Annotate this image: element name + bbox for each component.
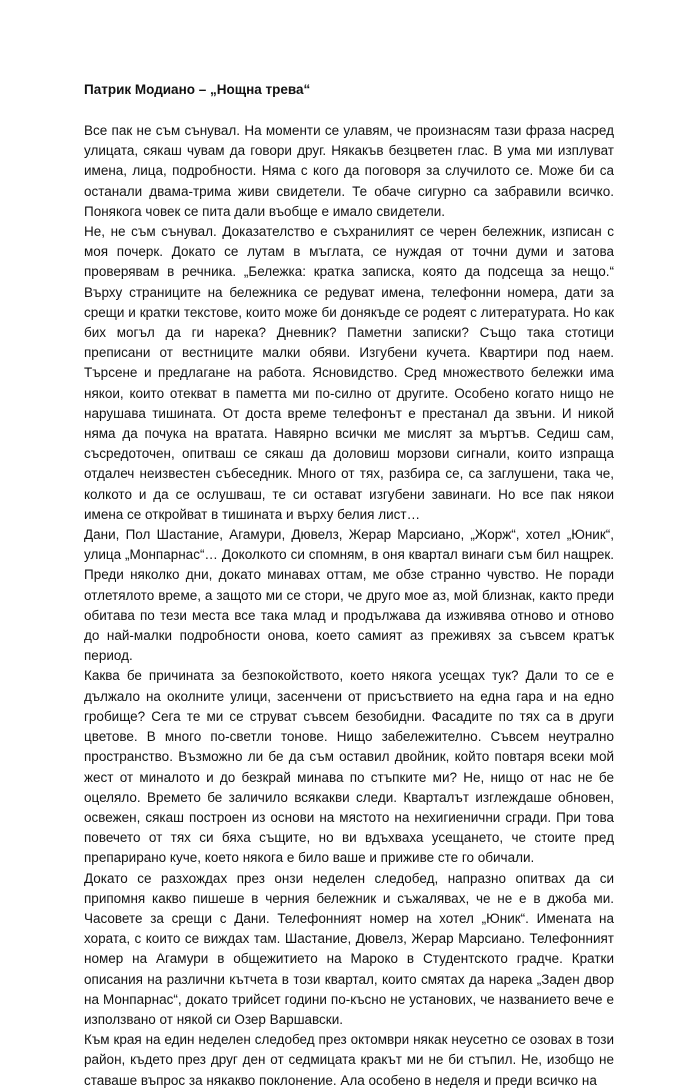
paragraph-2: Не, не съм сънувал. Доказателство е съхранилият се черен бележник, изписан с моя почерк. Докато се лутам в мъглата, се нуждая от точни думи и затова проверявам в речника. „Бележка: кратка записка, която да подсеща за нещо.“ Върху страниците на бележника се редуват имена, телефонни номера, дати за срещи и кратки текстове, които може би донякъде се родеят с литературата. Но как бих могъл да ги нарека? Дневник? Паметни записки? Също така стотици преписани от вестниците малки обяви. Изгубени кучета. Квартири под наем. Търсене и предлагане на работа. Ясновидство. Сред множеството бележки има някои, които отекват в паметта ми по-силно от другите. Особено когато нищо не нарушава тишината. От доста време телефонът е престанал да звъни. И никой няма да почука на вратата. Навярно всички ме мислят за мъртъв. Седиш сам, съсредоточен, опитваш се сякаш да доловиш морзови сигнали, които изпраща отдалеч неизвестен събеседник. Много от тях, разбира се, са заглушени, така че, колкото и да се ослушваш, те си остават изгубени завинаги. Но все пак някои имена се откройват в тишината и върху белия лист… [84,224,614,522]
paragraph-1: Все пак не съм сънувал. На моменти се улавям, че произнасям тази фраза насред улицата, сякаш чувам да говори друг. Някакъв безцветен глас. В ума ми изплуват имена, лица, подробности. Няма с кого да поговоря за случилото се. Може би са останали двама-трима живи свидетели. Те обаче сигурно са забравили всичко. Понякога човек се пита дали въобще е имало свидетели. [84,123,614,219]
paragraph-3: Дани, Пол Шастание, Агамури, Дювелз, Жерар Марсиано, „Жорж“, хотел „Юник“, улица „Монпарнас“… Доколкото си спомням, в оня квартал винаги съм бил нащрек. Преди няколко дни, докато минавах оттам, ме обзе странно чувство. Не поради отлетялото време, а защото ми се стори, че друго мое аз, мой близнак, както преди обитава по тези места все така млад и продължава да изживява отново и отново до най-малки подробности онова, което самият аз преживях за съвсем кратък период. [84,527,614,664]
document-body [84,121,614,1091]
document-title: Патрик Модиано – „Нощна трева“ [84,82,311,97]
paragraph-6: Към края на един неделен следобед през октомври някак неусетно се озовах в този район, където през друг ден от седмицата кракът ми не би стъпил. Не, изобщо не ставаше въпрос за някакво поклонение. Ала особено в неделя и преди всичко на [84,1032,614,1088]
paragraph-5: Докато се разхождах през онзи неделен следобед, напразно опитвах да си припомня какво пишеше в черния бележник и съжалявах, че не е в джоба ми. Часовете за срещи с Дани. Телефонният номер на хотел „Юник“. Имената на хората, с които се виждах там. Шастание, Дювелз, Жерар Марсиано. Телефонният номер на Агамури в общежитието на Мароко в Студентското градче. Кратки описания на различни кътчета в този квартал, които смятах да нарека „Заден двор на Монпарнас“, докато трийсет години по-късно не установих, че названието вече е използвано от някой си Озер Варшавски. [84,870,614,1027]
paragraph-4: Каква бе причината за безпокойството, което някога усещах тук? Дали то се е дължало на околните улици, засенчени от присъствието на една гара и на едно гробище? Сега те ми се струват съвсем безобидни. Фасадите по тях са в други цветове. В много по-светли тонове. Нищо забележително. Съвсем неутрално пространство. Възможно ли бе да съм оставил двойник, който повтаря всеки мой жест от миналото и до безкрай минава по стъпките ми? Не, нищо от нас не бе оцеляло. Времето бе заличило всякакви следи. Кварталът изглеждаше обновен, освежен, сякаш построен из основи на мястото на нехигиенични сгради. При това повечето от тях си бяха същите, но ви вдъхваха усещането, че стоите пред препарирано куче, което някога е било ваше и приживе сте го обичали. [84,668,614,866]
